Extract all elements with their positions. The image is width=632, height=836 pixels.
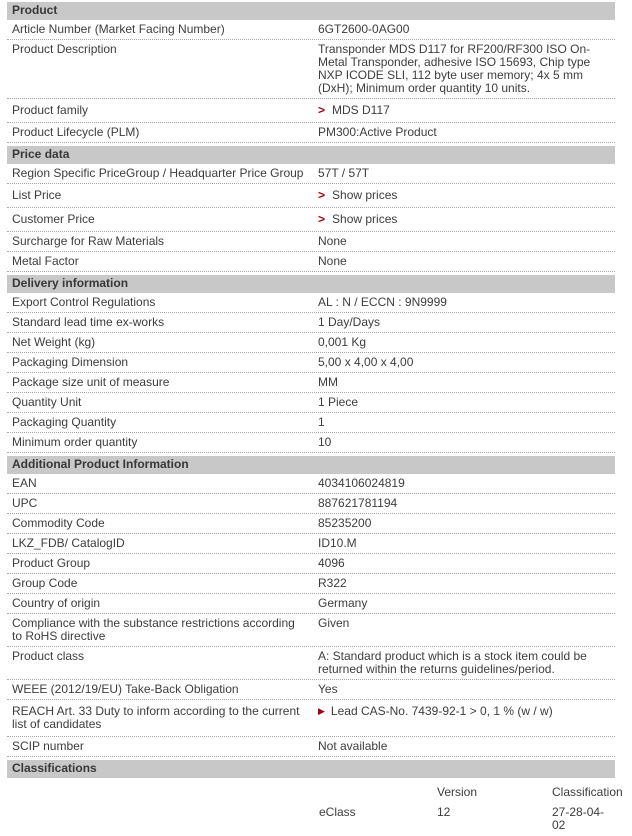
row-weee-takeback <box>7 680 615 700</box>
row-value: 887621781194 <box>318 496 398 510</box>
row-product-group <box>7 554 615 574</box>
classification-version-header: Version <box>437 785 478 799</box>
row-product-family <box>7 99 615 123</box>
row-export-control <box>7 293 615 313</box>
classification-row-eclass <box>313 803 615 836</box>
row-product-description <box>7 40 615 99</box>
row-label: Metal Factor <box>12 254 79 268</box>
row-scip-number <box>7 737 615 757</box>
classification-header-row <box>313 783 623 803</box>
customer-price-show-prices-link[interactable] <box>318 213 397 226</box>
row-value: 4096 <box>318 556 345 570</box>
row-value: 6GT2600-0AG00 <box>318 22 410 36</box>
row-group-code <box>7 574 615 594</box>
row-value: Yes <box>318 682 338 696</box>
row-value: 57T / 57T <box>318 166 370 180</box>
row-label: Minimum order quantity <box>12 435 138 449</box>
row-value: A: Standard product which is a stock item could be returned within the returns guidelines/period. <box>318 649 587 676</box>
section-header-classifications: Classifications <box>7 760 615 778</box>
row-label: Article Number (Market Facing Number) <box>12 22 225 36</box>
row-packaging-dimension <box>7 353 615 373</box>
section-classifications <box>7 760 623 836</box>
row-label: UPC <box>12 496 38 510</box>
section-additional-product-information <box>7 456 615 757</box>
chevron-right-icon: > <box>318 188 326 202</box>
row-value: Not available <box>318 739 388 753</box>
row-label: LKZ_FDB/ CatalogID <box>12 536 125 550</box>
row-quantity-unit <box>7 393 615 413</box>
row-value: 10 <box>318 435 332 449</box>
section-price-data <box>7 146 615 272</box>
row-label: Export Control Regulations <box>12 295 156 309</box>
row-label: Customer Price <box>12 212 95 226</box>
row-value: 1 <box>318 415 325 429</box>
classification-version: 12 <box>437 805 451 819</box>
row-price-group <box>7 164 615 184</box>
row-label: Group Code <box>12 576 78 590</box>
arrow-right-icon: ▶ <box>318 706 325 716</box>
row-value: PM300:Active Product <box>318 125 437 139</box>
row-label: Country of origin <box>12 596 101 610</box>
section-header-product: Product <box>7 2 615 20</box>
classification-table <box>313 778 623 836</box>
row-label: Net Weight (kg) <box>12 335 96 349</box>
row-value: None <box>318 254 347 268</box>
row-ean <box>7 474 615 494</box>
row-label: EAN <box>12 476 37 490</box>
row-label: List Price <box>12 188 62 202</box>
row-upc <box>7 494 615 514</box>
row-value: AL : N / ECCN : 9N9999 <box>318 295 447 309</box>
row-package-size-unit <box>7 373 615 393</box>
row-label: Commodity Code <box>12 516 105 530</box>
classification-value: 27-28-04-02 <box>552 805 605 832</box>
row-product-lifecycle <box>7 123 615 143</box>
row-value: Transponder MDS D117 for RF200/RF300 ISO On-Metal Transponder, adhesive ISO 15693, Chip type NXP ICODE SLI, 112 byte user memory; 4x 5 mm (DxH); Minimum order quantity 10 units. <box>318 42 591 95</box>
classification-system: eClass <box>319 805 356 819</box>
classification-class-header: Classification <box>552 785 623 799</box>
row-metal-factor <box>7 252 615 272</box>
row-label: REACH Art. 33 Duty to inform according to the current list of candidates <box>12 704 300 731</box>
row-value: ID10.M <box>318 536 357 550</box>
row-label: Product Group <box>12 556 91 570</box>
row-value: R322 <box>318 576 347 590</box>
row-label: Surcharge for Raw Materials <box>12 234 165 248</box>
link-label: MDS D117 <box>332 103 390 117</box>
link-label: Show prices <box>332 212 398 226</box>
row-value: 1 Day/Days <box>318 315 381 329</box>
classification-system-header <box>313 786 431 799</box>
section-header-price-data: Price data <box>7 146 615 164</box>
row-customer-price <box>7 208 615 232</box>
row-label: Packaging Quantity <box>12 415 117 429</box>
row-value: Germany <box>318 596 368 610</box>
row-list-price <box>7 184 615 208</box>
row-value: 0,001 Kg <box>318 335 367 349</box>
row-label: Product Lifecycle (PLM) <box>12 125 140 139</box>
row-commodity-code <box>7 514 615 534</box>
row-product-class <box>7 647 615 680</box>
row-label: WEEE (2012/19/EU) Take-Back Obligation <box>12 682 239 696</box>
row-value: 4034106024819 <box>318 476 405 490</box>
row-reach-art-33 <box>7 700 615 737</box>
reach-lead-cas-link[interactable] <box>318 705 553 719</box>
row-label: Quantity Unit <box>12 395 82 409</box>
row-minimum-order-quantity <box>7 433 615 453</box>
section-product <box>7 2 615 143</box>
row-label: Packaging Dimension <box>12 355 129 369</box>
link-label: Lead CAS-No. 7439-92-1 > 0, 1 % (w / w) <box>330 704 553 718</box>
row-surcharge-raw-materials <box>7 232 615 252</box>
list-price-show-prices-link[interactable] <box>318 189 397 202</box>
row-label: Product family <box>12 103 89 117</box>
row-lead-time <box>7 313 615 333</box>
row-value: 5,00 x 4,00 x 4,00 <box>318 355 414 369</box>
row-packaging-quantity <box>7 413 615 433</box>
section-header-delivery: Delivery information <box>7 275 615 293</box>
row-lkz-fdb-catalogid <box>7 534 615 554</box>
link-label: Show prices <box>332 188 398 202</box>
section-header-additional: Additional Product Information <box>7 456 615 474</box>
product-family-link[interactable] <box>318 104 390 117</box>
row-label: Region Specific PriceGroup / Headquarter Price Group <box>12 166 304 180</box>
row-rohs-compliance <box>7 614 615 647</box>
row-label: Product Description <box>12 42 117 56</box>
chevron-right-icon: > <box>318 212 326 226</box>
section-delivery-information <box>7 275 615 453</box>
row-label: Product class <box>12 649 85 663</box>
row-article-number <box>7 20 615 40</box>
row-label: Standard lead time ex-works <box>12 315 165 329</box>
chevron-right-icon: > <box>318 103 326 117</box>
row-value: None <box>318 234 347 248</box>
row-value: Given <box>318 616 350 630</box>
row-value: MM <box>318 375 338 389</box>
row-label: SCIP number <box>12 739 84 753</box>
row-label: Compliance with the substance restrictions according to RoHS directive <box>12 616 295 643</box>
row-value: 1 Piece <box>318 395 359 409</box>
row-net-weight <box>7 333 615 353</box>
row-country-of-origin <box>7 594 615 614</box>
row-value: 85235200 <box>318 516 372 530</box>
row-label: Package size unit of measure <box>12 375 170 389</box>
